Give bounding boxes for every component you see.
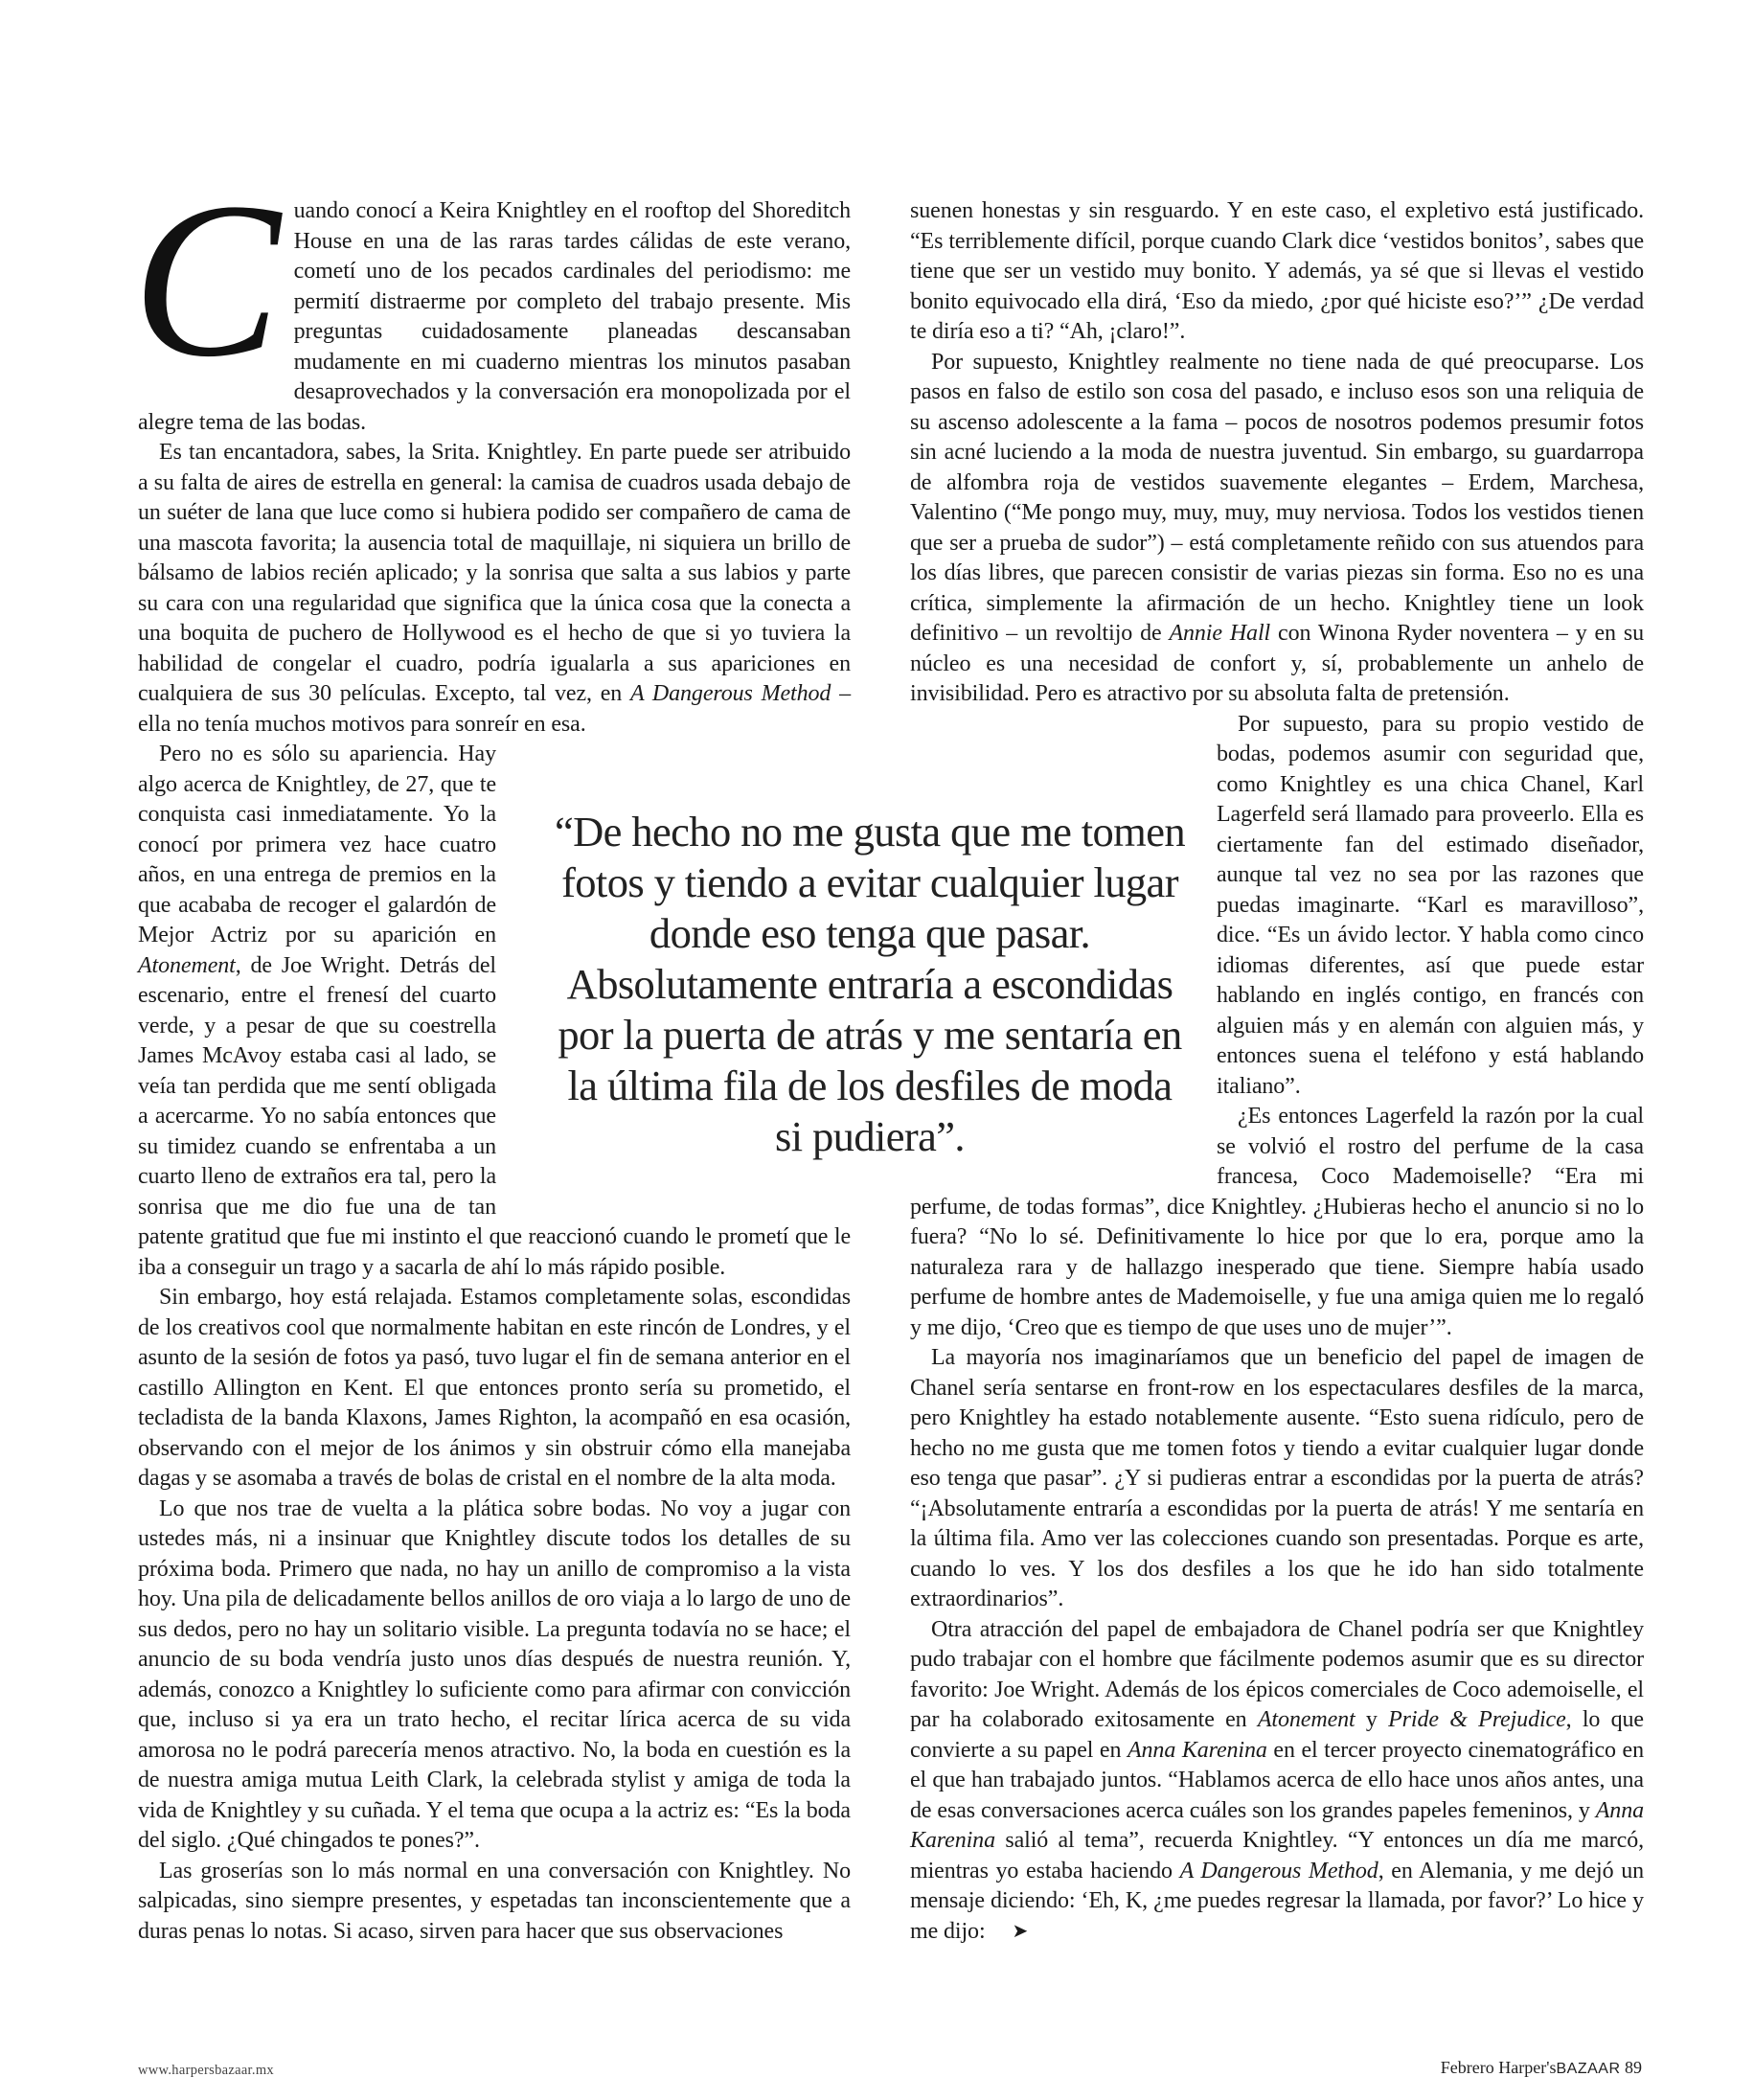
film-title: A Dangerous Method — [1179, 1858, 1378, 1883]
paragraph-text: , en Alemania, y me dejó un mensaje diciendo: ‘Eh, K, ¿me puedes regresar la llamada, por favor?’ Lo hice y me dijo: — [910, 1858, 1644, 1944]
paragraph-text: Es tan encantadora, sabes, la Srita. Knightley. En parte puede ser atribuido a su falta de aires de estrella en general: la camisa de cuadros usada debajo de un suéter de lana que luce como si hubiera podido ser compañero de cama de una mascota favorita; la ausencia total de maquillaje, ni siquiera un brillo de bálsamo de labios recién aplicado; y la sonrisa que salta a sus labios y parte su cara con una regularidad que significa que la única cosa que la conecta a una boquita de puchero de Hollywood es el hecho de que si yo tuviera la habilidad de congelar el cuadro, podría igualarla a sus apariciones en cualquiera de sus 30 películas. Excepto, tal vez, en — [138, 440, 851, 706]
footer-magazine-name: Harper's — [1498, 2058, 1557, 2077]
pull-quote: “De hecho no me gusta que me tomen fotos y tiendo a evitar cualquier lugar donde eso tenga que pasar. Absolutamente entraría a escondidas por la puerta de atrás y me sentaría en la última fila de los desfiles de moda si pudiera”. — [554, 808, 1185, 1160]
footer-month: Febrero — [1440, 2058, 1494, 2077]
continue-arrow-icon: ➤ — [1012, 1920, 1029, 1942]
paragraph-text: , de Joe Wright. Detrás del escenario, entre el frenesí del cuarto verde, y a pesar de que su coestrella James McAvoy estaba casi al lado, se veía tan perdida que me sentí obligada a acercarme. Yo no sabía entonces que su timidez cuando se enfrentaba a un cuarto lleno de extraños era tal, pero la sonrisa que me dio fue una de tan patente gratitud que fue mi instinto el que reaccionó cuando le prometí que le iba a conseguir un trago y a sacarla de ahí lo más rápido posible. — [138, 952, 851, 1280]
paragraph-text: y — [1355, 1707, 1389, 1732]
paragraph-text: , lo que convierte a su papel en — [910, 1707, 1644, 1763]
paragraph: suenen honestas y sin resguardo. Y en este caso, el expletivo está justificado. “Es terriblemente difícil, porque cuando Clark dice ‘vestidos bonitos’, sabes que tiene que ser un vestido muy bonito. Y además, ya sé que si llevas el vestido bonito equivocado ella dirá, ‘Eso da miedo, ¿por qué hiciste eso?’” ¿De verdad te diría eso a ti? “Ah, ¡claro!”. — [910, 198, 1644, 344]
paragraph: ¿Es entonces Lagerfeld la razón por la cual se volvió el rostro del perfume de la casa francesa, Coco Mademoiselle? “Era mi perfume, de todas formas”, dice Knightley. ¿Hubieras hecho el anuncio si no lo fuera? “No lo sé. Definitivamente lo hice por que lo era, porque amo la naturaleza rara y de hallazgo inesperado que tiene. Siempre había usado perfume de hombre antes de Mademoiselle, y fue una amiga quien me lo regaló y me dijo, ‘Creo que es tiempo de que uses uno de mujer’”. — [910, 1104, 1644, 1340]
paragraph: La mayoría nos imaginaríamos que un beneficio del papel de imagen de Chanel sería sentarse en front-row en los espectaculares desfiles de la marca, pero Knightley ha estado notablemente ausente. “Esto suena ridículo, pero de hecho no me gusta que me tomen fotos y tiendo a evitar cualquier lugar donde eso tenga que pasar”. ¿Y si pudieras entrar a escondidas por la puerta de atrás? “¡Absolutamente entraría a escondidas por la puerta de atrás! Y me sentaría en la última fila. Amo ver las colecciones cuando son presentadas. Porque es arte, cuando lo ves. Y los dos desfiles a los que he ido han sido totalmente extraordinarios”. — [910, 1345, 1644, 1611]
film-title: Anna Karenina — [1127, 1737, 1267, 1763]
paragraph-text: uando conocí a Keira Knightley en el rooftop del Shoreditch House en una de las raras tardes cálidas de este verano, cometí uno de los pecados cardinales del periodismo: me permití distraerme por completo del trabajo presente. Mis preguntas cuidadosamente planeadas descansaban mudamente en mi cuaderno mientras los minutos pasaban desaprovechados y la conversación era monopolizada por el alegre tema de las bodas. — [138, 198, 851, 435]
paragraph — [138, 438, 851, 740]
footer-folio — [1441, 2058, 1642, 2078]
film-title: Pride & Prejudice — [1388, 1707, 1566, 1732]
paragraph-text: con Winona Ryder noventera – y en su núcleo es una necesidad de confort y, sí, probablemente un anhelo de invisibilidad. Pero es atractivo por su absoluta falta de pretensión. — [910, 621, 1645, 706]
film-title: Anna Karenina — [910, 1797, 1644, 1853]
paragraph — [910, 1615, 1644, 1948]
paragraph-text: Por supuesto, Knightley realmente no tiene nada de qué preocuparse. Los pasos en falso de estilo son cosa del pasado, e incluso esos son una reliquia de su ascenso adolescente a la fama – pocos de nosotros podemos presumir fotos sin acné luciendo a la moda de nuestra juventud. Sin embargo, su guardarropa de alfombra roja de vestidos suavemente elegantes – Erdem, Marchesa, Valentino (“Me pongo muy, muy, muy, muy nerviosa. Todos los vestidos tienen que ser a prueba de sudor”) – está completamente reñido con sus atuendos para los días libres, que parecen consistir de varias piezas sin forma. Eso no es una crítica, simplemente la afirmación de un hecho. Knightley tiene un look definitivo – un revoltijo de — [910, 349, 1644, 646]
paragraph: Por supuesto, para su propio vestido de bodas, podemos asumir con seguridad que, como Knightley es una chica Chanel, Karl Lagerfeld será llamado para proveerlo. Ella es ciertamente fan del estimado diseñador, aunque tal vez no sea por las razones que puedas imaginarte. “Karl es maravilloso”, dice. “Es un ávido lector. Y habla como cinco idiomas diferentes, así que puede estar hablando en inglés contigo, en francés con alguien más y en alemán con alguien más, y entonces suena el teléfono y está hablando italiano”. — [1217, 711, 1644, 1099]
drop-cap: C — [132, 157, 281, 403]
paragraph-text: Pero no es sólo su apariencia. Hay algo acerca de Knightley, de 27, que te conquista casi inmediatamente. Yo la conocí por primera vez hace cuatro años, en una entrega de premios en la que acababa de recoger el galardón de Mejor Actriz por su aparición en — [138, 742, 496, 947]
opening-paragraph — [132, 157, 851, 438]
paragraph: Las groserías son lo más normal en una conversación con Knightley. No salpicadas, sino siempre presentes, y espetadas tan inconscientemente que a duras penas lo notas. Si acaso, sirven para hacer que sus observaciones — [138, 1858, 851, 1944]
footer-magazine-name-caps: BAZAAR — [1556, 2061, 1621, 2077]
film-title: Atonement — [1257, 1707, 1355, 1732]
paragraph — [910, 348, 1644, 710]
paragraph-text: en el tercer proyecto cinematográfico en el que han trabajado juntos. “Hablamos acerca de ello hace unos años antes, una de esas conversaciones acerca cuáles son los grandes papeles femeninos, y — [910, 1737, 1644, 1823]
film-title: Atonement — [138, 952, 236, 978]
paragraph-text: – ella no tenía muchos motivos para sonreír en esa. — [138, 681, 851, 737]
footer-url: www.harpersbazaar.mx — [138, 2063, 274, 2078]
paragraph-text: salió al tema”, recuerda Knightley. “Y entonces un día me marcó, mientras yo estaba haciendo — [910, 1828, 1644, 1883]
paragraph: Sin embargo, hoy está relajada. Estamos completamente solas, escondidas de los creativos cool que normalmente habitan en este rincón de Londres, y el asunto de la sesión de fotos ya pasó, tuvo lugar el fin de semana anterior en el castillo Allington en Kent. El que entonces pronto sería su prometido, el tecladista de la banda Klaxons, James Righton, la acompañó en esa ocasión, observando con el mejor de los ánimos y sin obstruir cómo ella manejaba dagas y se asomaba a través de bolas de cristal en el nombre de la alta moda. — [138, 1285, 851, 1491]
film-title: Annie Hall — [1169, 621, 1271, 646]
film-title: A Dangerous Method — [629, 681, 831, 706]
page-number: 89 — [1625, 2058, 1642, 2077]
paragraph: Lo que nos trae de vuelta a la plática sobre bodas. No voy a jugar con ustedes más, ni a insinuar que Knightley discute todos los detalles de su próxima boda. Primero que nada, no hay un anillo de compromiso a la vista hoy. Una pila de delicadamente bellos anillos de oro viaja a lo largo de uno de sus dedos, pero no hay un solitario visible. La pregunta todavía no se hace; el anuncio de su boda vendría justo unos días después de nuestra reunión. Y, además, conozco a Knightley lo suficiente como para afirmar con convicción que, incluso si ya era un trato hecho, el recitar lírica acerca de su vida amorosa no le podrá parecería menos atractivo. No, la boda en cuestión es la de nuestra amiga mutua Leith Clark, la celebrada stylist y amiga de toda la vida de Knightley y su cuñada. Y el tema que ocupa a la actriz es: “Es la boda del siglo. ¿Qué chingados te pones?”. — [138, 1495, 851, 1853]
paragraph-text: Otra atracción del papel de embajadora de Chanel podría ser que Knightley pudo trabajar con el hombre que fácilmente podemos asumir que es su director favorito: Joe Wright. Además de los épicos comerciales de Coco ademoiselle, el par ha colaborado exitosamente en — [910, 1616, 1644, 1732]
